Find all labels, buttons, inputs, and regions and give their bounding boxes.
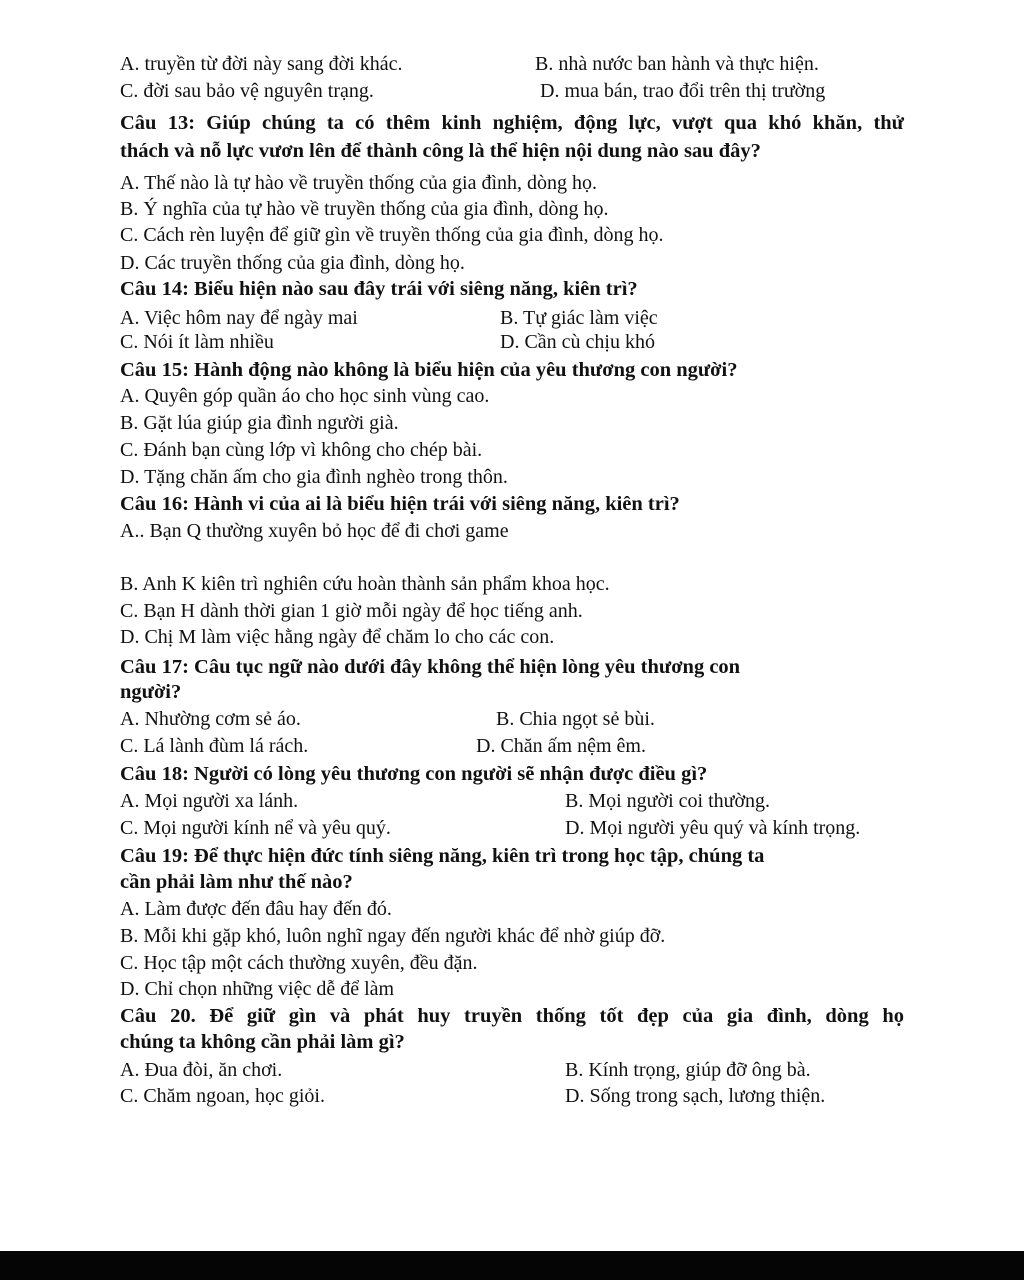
q17-title-line2: người? (120, 681, 182, 703)
q15-option-b: B. Gặt lúa giúp gia đình người già. (120, 412, 399, 434)
q18-option-d: D. Mọi người yêu quý và kính trọng. (565, 817, 861, 839)
q13-option-d: D. Các truyền thống của gia đình, dòng họ. (120, 252, 465, 274)
q12-option-c: C. đời sau bảo vệ nguyên trạng. (120, 80, 374, 102)
q18-option-c: C. Mọi người kính nể và yêu quý. (120, 817, 391, 839)
q17-option-d: D. Chăn ấm nệm êm. (476, 735, 646, 757)
q16-option-c: C. Bạn H dành thời gian 1 giờ mỗi ngày để học tiếng anh. (120, 600, 583, 622)
q18-option-a: A. Mọi người xa lánh. (120, 790, 299, 812)
q15-option-a: A. Quyên góp quần áo cho học sinh vùng cao. (120, 385, 490, 407)
q14-option-a: A. Việc hôm nay để ngày mai (120, 307, 358, 329)
q20-option-d: D. Sống trong sạch, lương thiện. (565, 1085, 826, 1107)
q16-option-a: A.. Bạn Q thường xuyên bỏ học để đi chơi game (120, 520, 509, 542)
q16-title: Câu 16: Hành vi của ai là biểu hiện trái với siêng năng, kiên trì? (120, 493, 680, 515)
q17-option-a: A. Nhường cơm sẻ áo. (120, 708, 301, 730)
q20-title-line2: chúng ta không cần phải làm gì? (120, 1031, 405, 1053)
q16-option-b: B. Anh K kiên trì nghiên cứu hoàn thành sản phẩm khoa học. (120, 573, 610, 595)
q19-option-c: C. Học tập một cách thường xuyên, đều đặn. (120, 952, 478, 974)
q12-option-a: A. truyền từ đời này sang đời khác. (120, 53, 403, 75)
q20-title-line1: Câu 20. Để giữ gìn và phát huy truyền thống tốt đẹp của gia đình, dòng họ (120, 1005, 904, 1027)
q12-option-d: D. mua bán, trao đổi trên thị trường (540, 80, 826, 102)
q20-option-c: C. Chăm ngoan, học giỏi. (120, 1085, 325, 1107)
q20-option-a: A. Đua đòi, ăn chơi. (120, 1059, 283, 1081)
q17-option-b: B. Chia ngọt sẻ bùi. (496, 708, 655, 730)
q15-option-d: D. Tặng chăn ấm cho gia đình nghèo trong thôn. (120, 466, 508, 488)
q15-title: Câu 15: Hành động nào không là biểu hiện của yêu thương con người? (120, 359, 738, 381)
q13-option-c: C. Cách rèn luyện để giữ gìn về truyền thống của gia đình, dòng họ. (120, 224, 664, 246)
q19-title-line1: Câu 19: Để thực hiện đức tính siêng năng, kiên trì trong học tập, chúng ta (120, 845, 765, 867)
q14-option-d: D. Cần cù chịu khó (500, 331, 655, 353)
q19-option-b: B. Mỗi khi gặp khó, luôn nghĩ ngay đến người khác để nhờ giúp đỡ. (120, 925, 666, 947)
q13-option-b: B. Ý nghĩa của tự hào về truyền thống của gia đình, dòng họ. (120, 198, 609, 220)
q14-title: Câu 14: Biểu hiện nào sau đây trái với siêng năng, kiên trì? (120, 278, 638, 300)
q18-option-b: B. Mọi người coi thường. (565, 790, 771, 812)
q13-title-line1: Câu 13: Giúp chúng ta có thêm kinh nghiệm, động lực, vượt qua khó khăn, thử (120, 112, 904, 134)
q16-option-d: D. Chị M làm việc hằng ngày để chăm lo cho các con. (120, 626, 555, 648)
q13-title-line2: thách và nỗ lực vươn lên để thành công là thể hiện nội dung nào sau đây? (120, 140, 761, 162)
q13-option-a: A. Thế nào là tự hào về truyền thống của gia đình, dòng họ. (120, 172, 598, 194)
q19-option-d: D. Chỉ chọn những việc dễ để làm (120, 978, 395, 1000)
bottom-black-bar (0, 1251, 1024, 1280)
q19-option-a: A. Làm được đến đâu hay đến đó. (120, 898, 392, 920)
q14-option-b: B. Tự giác làm việc (500, 307, 658, 329)
q19-title-line2: cần phải làm như thế nào? (120, 871, 353, 893)
q18-title: Câu 18: Người có lòng yêu thương con người sẽ nhận được điều gì? (120, 763, 708, 785)
q12-option-b: B. nhà nước ban hành và thực hiện. (535, 53, 819, 75)
q20-option-b: B. Kính trọng, giúp đỡ ông bà. (565, 1059, 811, 1081)
q15-option-c: C. Đánh bạn cùng lớp vì không cho chép bài. (120, 439, 483, 461)
q17-title-line1: Câu 17: Câu tục ngữ nào dưới đây không thể hiện lòng yêu thương con (120, 656, 741, 678)
q14-option-c: C. Nói ít làm nhiều (120, 331, 274, 353)
q17-option-c: C. Lá lành đùm lá rách. (120, 735, 309, 757)
